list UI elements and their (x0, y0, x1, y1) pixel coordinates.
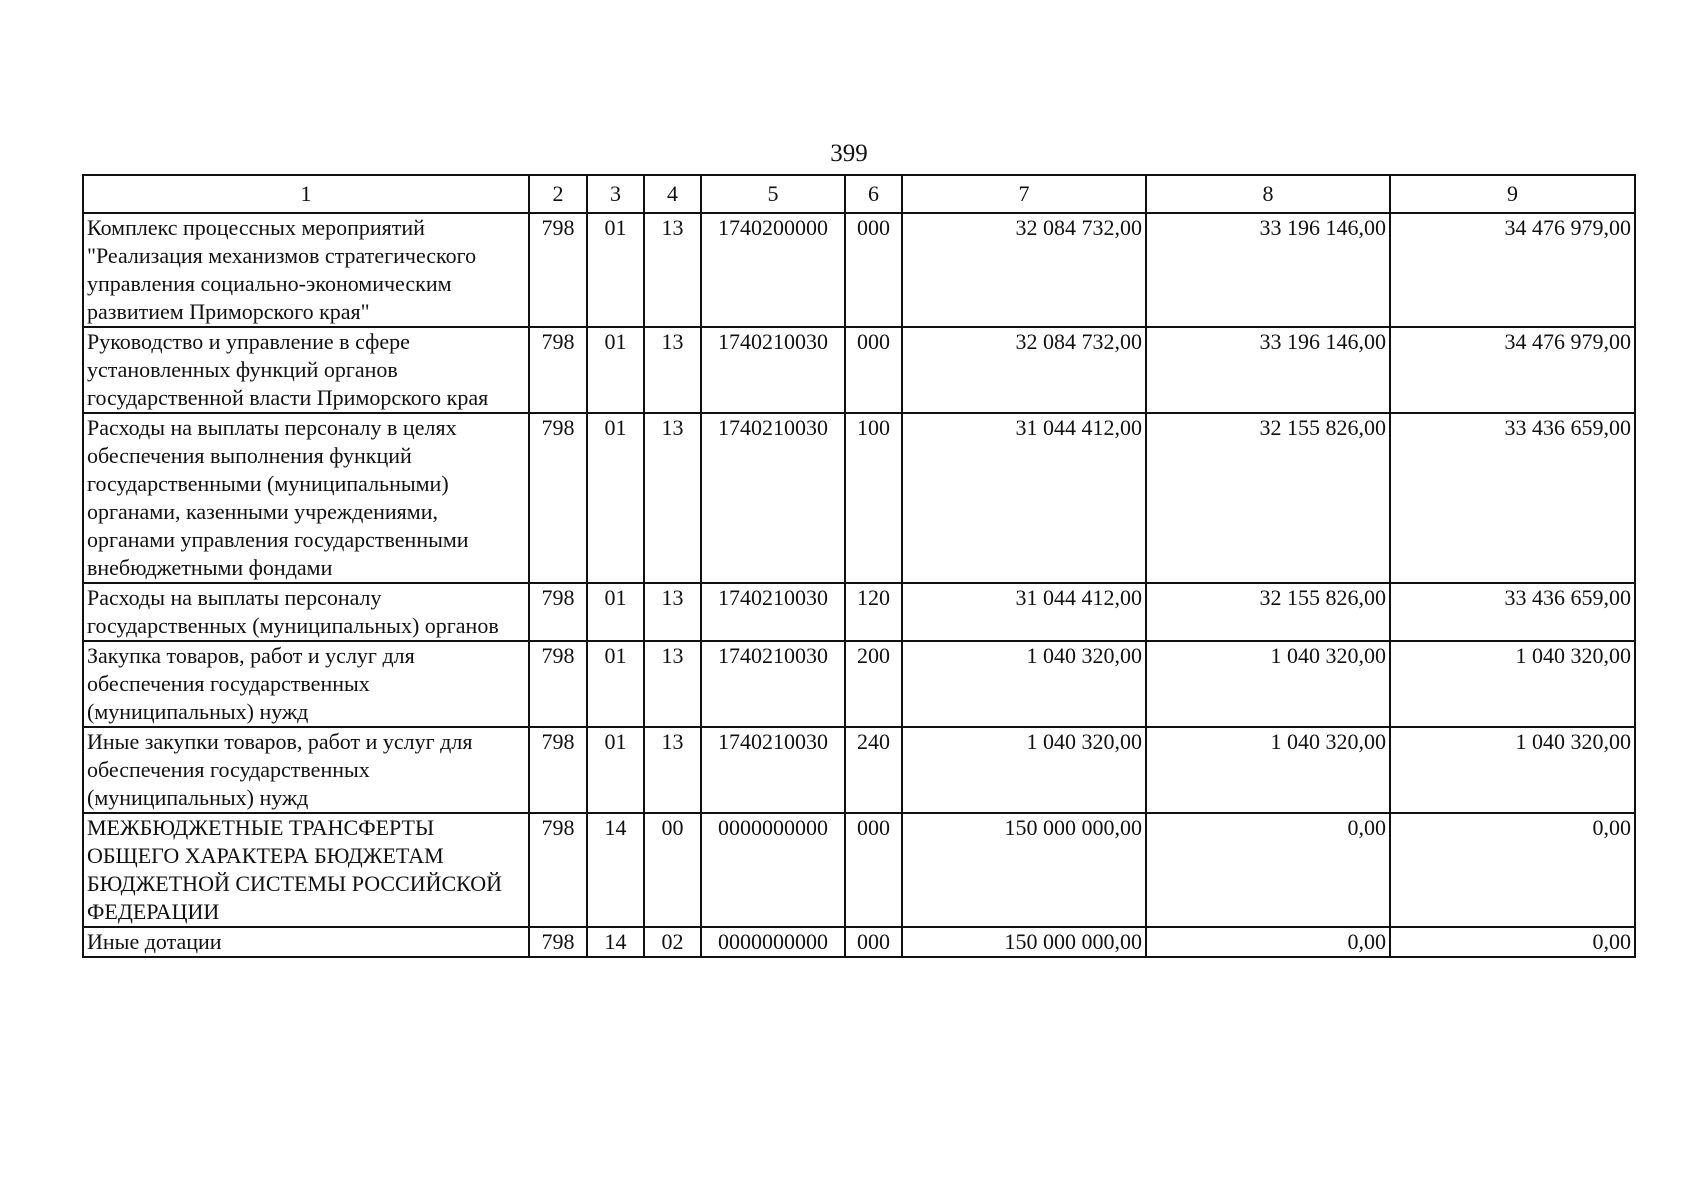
row-code-3: 14 (587, 813, 644, 927)
table-row (83, 641, 1635, 727)
row-code-2: 798 (529, 813, 587, 927)
row-amount-9: 34 476 979,00 (1390, 213, 1635, 327)
row-code-6: 000 (845, 213, 902, 327)
row-code-5: 1740210030 (701, 327, 845, 413)
row-code-3: 14 (587, 927, 644, 957)
row-code-5: 1740210030 (701, 413, 845, 583)
header-cell: 5 (701, 175, 845, 213)
row-code-4: 00 (644, 813, 701, 927)
row-code-4: 13 (644, 727, 701, 813)
row-amount-9: 1 040 320,00 (1390, 641, 1635, 727)
row-code-6: 000 (845, 327, 902, 413)
row-code-6: 000 (845, 927, 902, 957)
header-cell: 7 (902, 175, 1146, 213)
row-description: Комплекс процессных мероприятий "Реализация механизмов стратегического управления социально-экономическим развитием Приморского края" (83, 213, 529, 327)
row-amount-8: 33 196 146,00 (1146, 327, 1390, 413)
row-description: Иные дотации (83, 927, 529, 957)
row-code-6: 200 (845, 641, 902, 727)
row-code-5: 1740210030 (701, 641, 845, 727)
row-code-5: 0000000000 (701, 927, 845, 957)
row-code-4: 13 (644, 641, 701, 727)
header-cell: 9 (1390, 175, 1635, 213)
row-code-4: 13 (644, 413, 701, 583)
row-description: Закупка товаров, работ и услуг для обеспечения государственных (муниципальных) нужд (83, 641, 529, 727)
row-code-3: 01 (587, 727, 644, 813)
row-amount-7: 150 000 000,00 (902, 927, 1146, 957)
row-amount-7: 32 084 732,00 (902, 213, 1146, 327)
row-amount-7: 32 084 732,00 (902, 327, 1146, 413)
row-description: Иные закупки товаров, работ и услуг для обеспечения государственных (муниципальных) нужд (83, 727, 529, 813)
row-code-2: 798 (529, 327, 587, 413)
table-row (83, 927, 1635, 957)
row-amount-8: 1 040 320,00 (1146, 727, 1390, 813)
row-code-4: 02 (644, 927, 701, 957)
row-amount-7: 31 044 412,00 (902, 413, 1146, 583)
row-code-2: 798 (529, 727, 587, 813)
row-code-2: 798 (529, 583, 587, 641)
row-code-3: 01 (587, 213, 644, 327)
row-amount-7: 31 044 412,00 (902, 583, 1146, 641)
table-row (83, 327, 1635, 413)
table-row (83, 413, 1635, 583)
row-code-5: 0000000000 (701, 813, 845, 927)
row-amount-8: 33 196 146,00 (1146, 213, 1390, 327)
row-code-6: 100 (845, 413, 902, 583)
row-amount-7: 1 040 320,00 (902, 641, 1146, 727)
header-cell: 2 (529, 175, 587, 213)
table-row (83, 727, 1635, 813)
row-code-2: 798 (529, 413, 587, 583)
header-cell: 6 (845, 175, 902, 213)
row-code-4: 13 (644, 327, 701, 413)
row-amount-8: 32 155 826,00 (1146, 583, 1390, 641)
row-code-4: 13 (644, 583, 701, 641)
row-amount-8: 0,00 (1146, 927, 1390, 957)
row-code-5: 1740210030 (701, 583, 845, 641)
header-row (83, 175, 1635, 213)
header-cell: 4 (644, 175, 701, 213)
row-amount-9: 33 436 659,00 (1390, 583, 1635, 641)
row-description: Расходы на выплаты персоналу в целях обеспечения выполнения функций государственными (муниципальными) органами, казенными учреждениями, органами управления государственными внебюджетными фондами (83, 413, 529, 583)
row-code-6: 240 (845, 727, 902, 813)
row-code-6: 000 (845, 813, 902, 927)
row-code-4: 13 (644, 213, 701, 327)
row-amount-7: 1 040 320,00 (902, 727, 1146, 813)
budget-table (82, 174, 1636, 958)
row-code-2: 798 (529, 641, 587, 727)
row-description: МЕЖБЮДЖЕТНЫЕ ТРАНСФЕРТЫ ОБЩЕГО ХАРАКТЕРА БЮДЖЕТАМ БЮДЖЕТНОЙ СИСТЕМЫ РОССИЙСКОЙ ФЕДЕРАЦИИ (83, 813, 529, 927)
row-amount-9: 0,00 (1390, 927, 1635, 957)
row-amount-9: 0,00 (1390, 813, 1635, 927)
row-description: Расходы на выплаты персоналу государственных (муниципальных) органов (83, 583, 529, 641)
row-amount-9: 1 040 320,00 (1390, 727, 1635, 813)
row-code-3: 01 (587, 641, 644, 727)
row-amount-9: 33 436 659,00 (1390, 413, 1635, 583)
row-code-6: 120 (845, 583, 902, 641)
row-code-3: 01 (587, 327, 644, 413)
row-amount-8: 0,00 (1146, 813, 1390, 927)
row-amount-8: 1 040 320,00 (1146, 641, 1390, 727)
row-amount-7: 150 000 000,00 (902, 813, 1146, 927)
row-amount-8: 32 155 826,00 (1146, 413, 1390, 583)
table-row (83, 213, 1635, 327)
table-row (83, 583, 1635, 641)
row-description: Руководство и управление в сфере установленных функций органов государственной власти Приморского края (83, 327, 529, 413)
table-row (83, 813, 1635, 927)
row-amount-9: 34 476 979,00 (1390, 327, 1635, 413)
row-code-3: 01 (587, 413, 644, 583)
row-code-5: 1740200000 (701, 213, 845, 327)
header-cell: 8 (1146, 175, 1390, 213)
row-code-3: 01 (587, 583, 644, 641)
page-number: 399 (830, 140, 868, 167)
row-code-5: 1740210030 (701, 727, 845, 813)
row-code-2: 798 (529, 927, 587, 957)
row-code-2: 798 (529, 213, 587, 327)
header-cell: 3 (587, 175, 644, 213)
header-cell: 1 (83, 175, 529, 213)
